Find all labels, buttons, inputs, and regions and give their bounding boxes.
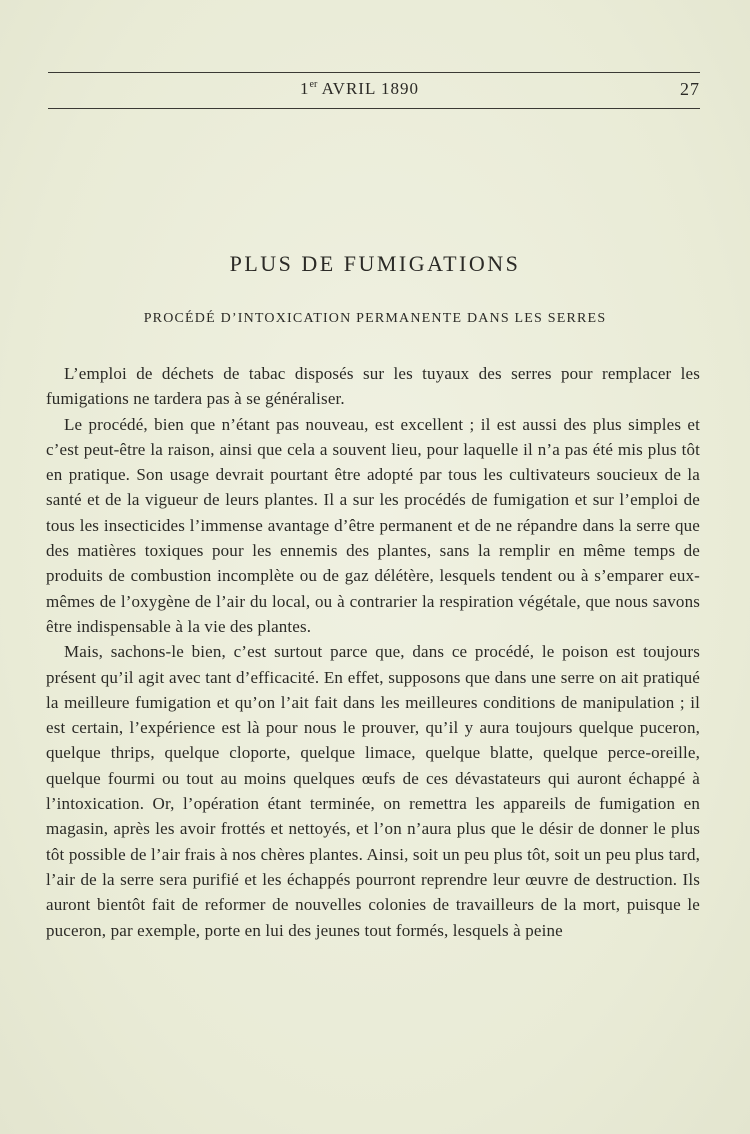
article-title: PLUS DE FUMIGATIONS bbox=[229, 251, 521, 276]
header-date-rest: AVRIL 1890 bbox=[317, 79, 419, 98]
header-date bbox=[300, 79, 460, 99]
page-number: 27 bbox=[680, 79, 700, 99]
header-rule-top bbox=[48, 72, 700, 73]
article-body bbox=[46, 361, 700, 943]
paragraph-1: L’emploi de déchets de tabac disposés sur les tuyaux des serres pour remplacer les fumigations ne tardera pas à se généraliser. bbox=[46, 364, 700, 409]
paragraph-3: Mais, sachons-le bien, c’est surtout parce que, dans ce procédé, le poison est toujours présent qu’il agit avec tant d’efficacité. En effet, supposons que dans une serre on ait pratiqué la meilleure fumigation et qu’on l’ait fait dans les meilleures conditions de manipulation ; il est certain, l’expérience est là pour nous le prouver, qu’il y aura toujours quelque puceron, quelque thrips, quelque cloporte, quelque limace, quelque blatte, quelque perce-oreille, quelque fourmi ou tout au moins quelques œufs de ces dévastateurs qui auront échappé à l’intoxication. Or, l’opération étant terminée, on remettra les appareils de fumigation en magasin, après les avoir frottés et nettoyés, et l’on n’aura plus que le désir de donner le plus tôt possible de l’air frais à nos chères plantes. Ainsi, soit un peu plus tôt, soit un peu plus tard, l’air de la serre sera purifié et les échappés pourront reprendre leur œuvre de destruction. Ils auront bientôt fait de reformer de nouvelles colonies de travailleurs de la mort, puisque le puceron, par exemple, porte en lui des jeunes tout formés, lesquels à peine bbox=[46, 642, 700, 940]
header-rule-bottom bbox=[48, 108, 700, 109]
paragraph-2: Le procédé, bien que n’étant pas nouveau, est excellent ; il est aussi des plus simples et c’est peut-être la raison, ainsi que cela a souvent lieu, pour laquelle il n’a pas été mis plus tôt en pratique. Son usage devrait pourtant être adopté par tous les cultivateurs soucieux de la santé et de la vigueur de leurs plantes. Il a sur les procédés de fumigation et sur l’emploi de tous les insecticides l’immense avantage d’être permanent et de ne répandre dans la serre que des matières toxiques pour les ennemis des plantes, sans la remplir en même temps de produits de combustion incomplète ou de gaz délétère, lesquels tendent ou à s’emparer eux-mêmes de l’oxygène de l’air du local, ou à contrarier la respiration végétale, que nous savons être indispensable à la vie des plantes. bbox=[46, 414, 700, 636]
header-date-sup: er bbox=[309, 79, 318, 90]
article-subtitle: PROCÉDÉ D’INTOXICATION PERMANENTE DANS LES SERRES bbox=[143, 311, 607, 326]
header-date-ordinal: 1 bbox=[300, 79, 310, 98]
